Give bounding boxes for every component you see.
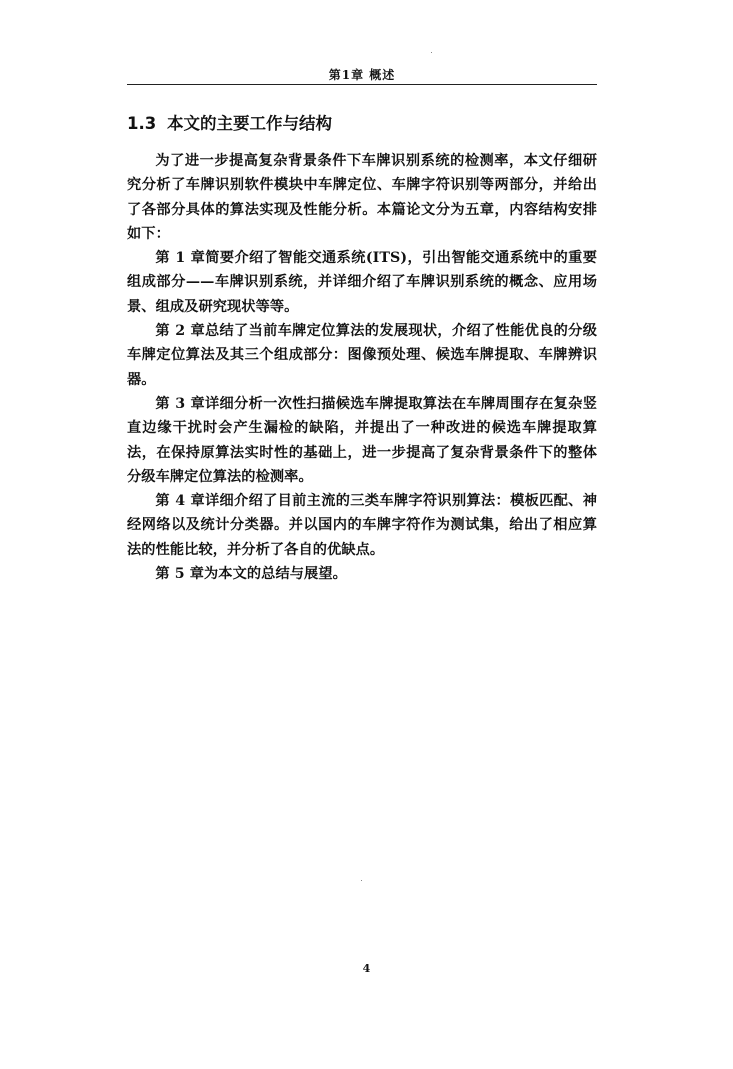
section-title: 本文的主要工作与结构 (167, 114, 332, 133)
paragraph-chapter-3: 第 3 章详细分析一次性扫描候选车牌提取算法在车牌周围存在复杂竖直边缘干扰时会产生漏检的缺陷，并提出了一种改进的候选车牌提取算法，在保持原算法实时性的基础上，进一步提高了复杂背景条件下的整体分级车牌定位算法的检测率。 (127, 395, 597, 485)
section-heading (127, 110, 332, 134)
section-number: 1.3 (127, 114, 157, 133)
scan-speck (431, 52, 432, 53)
running-header: 第1章 概述 (328, 68, 396, 82)
paragraph-intro: 为了进一步提高复杂背景条件下车牌识别系统的检测率，本文仔细研究分析了车牌识别软件模块中车牌定位、车牌字符识别等两部分，并给出了各部分具体的算法实现及性能分析。本篇论文分为五章，内容结构安排如下： (127, 153, 597, 242)
paragraph-chapter-2: 第 2 章总结了当前车牌定位算法的发展现状，介绍了性能优良的分级车牌定位算法及其三个组成部分：图像预处理、候选车牌提取、车牌辨识器。 (127, 323, 597, 388)
scan-speck (361, 880, 362, 881)
header-rule (127, 84, 597, 85)
body-text (127, 149, 597, 586)
page-number: 4 (362, 962, 371, 975)
paragraph-chapter-5: 第 5 章为本文的总结与展望。 (155, 566, 347, 583)
paragraph-chapter-1: 第 1 章简要介绍了智能交通系统(ITS)，引出智能交通系统中的重要组成部分——车牌识别系统，并详细介绍了车牌识别系统的概念、应用场景、组成及研究现状等等。 (127, 250, 597, 315)
paragraph-chapter-4: 第 4 章详细介绍了目前主流的三类车牌字符识别算法：模板匹配、神经网络以及统计分类器。并以国内的车牌字符作为测试集，给出了相应算法的性能比较，并分析了各自的优缺点。 (127, 493, 597, 558)
